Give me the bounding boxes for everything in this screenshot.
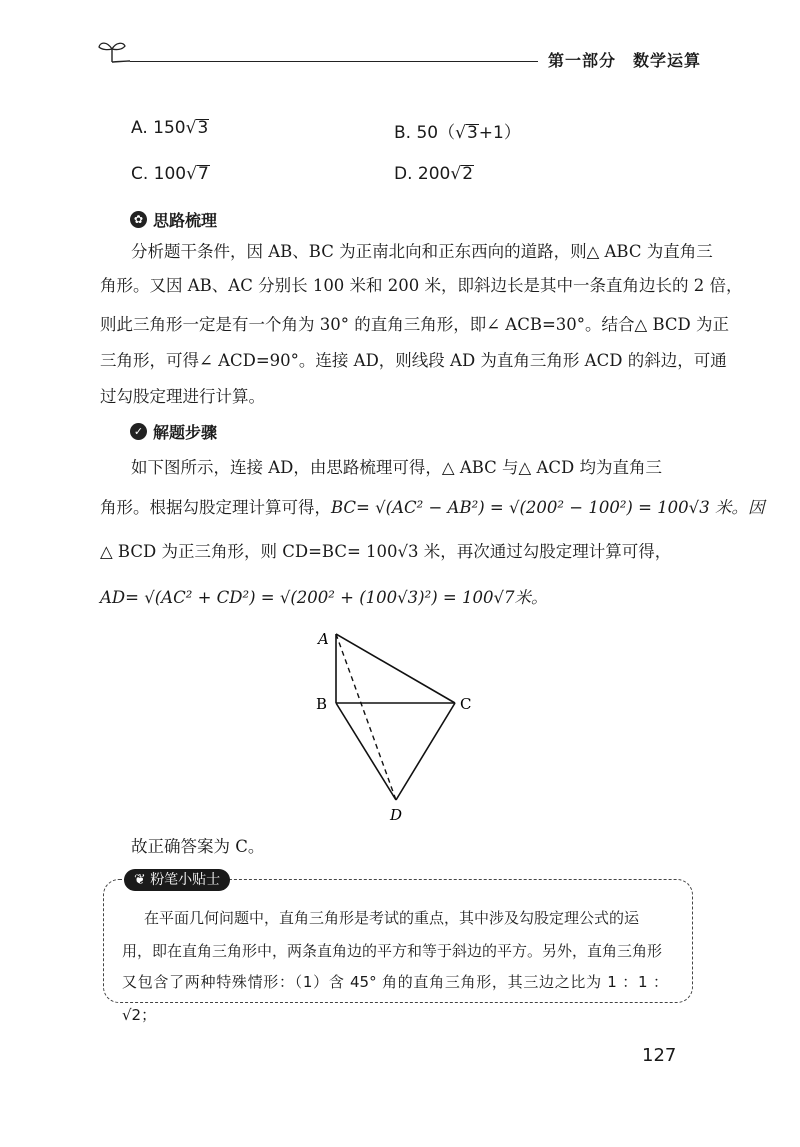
analysis-line-2: 角形。又因 AB、AC 分别长 100 米和 200 米，即斜边长是其中一条直角边长的 2 倍， [100,276,743,295]
vertex-label-c: C [460,695,472,713]
option-d: D. 200√2 [394,164,474,184]
option-d-prefix: D. 200 [394,164,451,184]
analysis-heading-text: 思路梳理 [153,211,218,230]
vertex-label-a: A [318,630,329,648]
option-a: A. 150√3 [131,118,209,138]
header-title: 第一部分 数学运算 [548,51,702,70]
conclusion: 故正确答案为 C。 [131,837,265,856]
option-b-prefix: B. 50（ [394,123,456,143]
solution-heading-text: 解题步骤 [153,423,218,442]
segment-bd [336,703,396,800]
option-b-suffix: +1） [478,123,521,143]
vertex-label-b: B [316,695,328,713]
analysis-heading [130,208,217,231]
gear-icon: ✿ [130,211,147,228]
tip-line-2: 用，即在直角三角形中，两条直角边的平方和等于斜边的平方。另外，直角三角形 [122,942,663,960]
option-a-prefix: A. 150 [131,118,186,138]
page-number: 127 [642,1045,677,1066]
triangle-figure [300,620,500,830]
solution-line-4: AD= √(AC² + CD²) = √(200² + (100√3)²) = 100√7米。 [100,588,548,607]
tip-line-3: 又包含了两种特殊情形：（1）含 45° 角的直角三角形，其三边之比为 1 ：1 ：√2； [122,973,668,1024]
analysis-line-5: 过勾股定理进行计算。 [100,387,265,406]
option-d-radicand: 2 [462,164,474,184]
sprout-icon [96,38,130,64]
solution-line-3: △ BCD 为正三角形，则 CD=BC= 100√3 米，再次通过勾股定理计算可得， [100,542,672,561]
header-rule [130,61,538,62]
option-c-prefix: C. 100 [131,164,187,184]
analysis-line-3: 则此三角形一定是有一个角为 30° 的直角三角形，即∠ ACB=30°。结合△ BCD 为正 [100,315,730,334]
solution-line-2-formula: BC= √(AC² − AB²) = √(200² − 100²) = 100√3 米。因 [331,498,765,517]
vertex-label-d: D [390,806,403,824]
option-a-radicand: 3 [197,118,209,138]
option-b-radicand: 3 [466,123,478,143]
solution-heading [130,420,217,443]
option-c: C. 100√7 [131,164,209,184]
option-b: B. 50（√3+1） [394,123,521,143]
segment-ac [336,634,455,703]
check-icon: ✓ [130,423,147,440]
option-c-radicand: 7 [197,164,209,184]
sprout-small-icon: ❦ [134,872,146,888]
analysis-line-4: 三角形，可得∠ ACD=90°。连接 AD，则线段 AD 为直角三角形 ACD 的斜边，可通 [100,351,727,370]
segment-cd [396,703,455,800]
tip-tag-label: 粉笔小贴士 [150,872,221,888]
solution-line-2-text: 角形。根据勾股定理计算可得， [100,498,331,517]
solution-line-1: 如下图所示，连接 AD，由思路梳理可得，△ ABC 与△ ACD 均为直角三 [131,458,662,477]
analysis-line-1: 分析题干条件，因 AB、BC 为正南北向和正东西向的道路，则△ ABC 为直角三 [131,242,713,261]
tip-line-1: 在平面几何问题中，直角三角形是考试的重点，其中涉及勾股定理公式的运 [144,909,640,927]
solution-line-2 [100,494,764,518]
tip-tag [124,869,230,891]
